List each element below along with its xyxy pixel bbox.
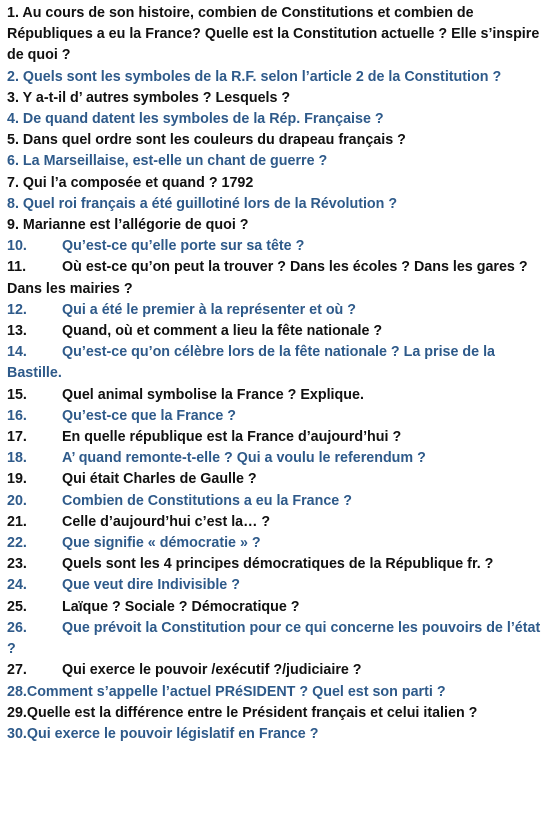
- question-text: Qu’est-ce qu’elle porte sur sa tête ?: [62, 238, 305, 255]
- question-item: [7, 385, 543, 406]
- question-text: Marianne est l’allégorie de quoi ?: [22, 217, 249, 234]
- question-number: 29.: [7, 704, 27, 721]
- question-number: 23.: [7, 556, 27, 573]
- question-text: Celle d’aujourd’hui c’est la… ?: [62, 513, 271, 530]
- question-item: [7, 406, 543, 427]
- question-number: 1.: [7, 5, 19, 21]
- question-item: [7, 597, 543, 618]
- question-number: 7.: [7, 174, 19, 191]
- question-number: 21.: [7, 513, 27, 530]
- question-text: Quel roi français a été guillotiné lors de la Révolution ?: [22, 195, 398, 212]
- question-item: [7, 448, 543, 469]
- question-text: Laïque ? Sociale ? Démocratique ?: [62, 598, 300, 615]
- question-item: [7, 554, 543, 575]
- question-text: Où est-ce qu’on peut la trouver ? Dans les écoles ? Dans les gares ? Dans les mairies ?: [7, 259, 528, 297]
- question-item: [7, 618, 543, 660]
- question-item: [7, 151, 543, 172]
- question-text: Qui l’a composée et quand ? 1792: [22, 174, 254, 191]
- question-item: [7, 491, 543, 512]
- question-item: [7, 67, 543, 88]
- question-text: Quel animal symbolise la France ? Explique.: [62, 386, 364, 403]
- question-text: Que prévoit la Constitution pour ce qui concerne les pouvoirs de l’état ?: [7, 619, 541, 658]
- question-item: [7, 109, 543, 130]
- question-number: 16.: [7, 407, 27, 424]
- question-text: Comment s’appelle l’actuel PRéSIDENT ? Quel est son parti ?: [26, 683, 446, 700]
- question-item: [7, 682, 543, 703]
- question-number: 10.: [7, 238, 27, 255]
- question-text: Qui exerce le pouvoir /exécutif ?/judiciaire ?: [62, 662, 362, 679]
- question-number: 25.: [7, 598, 27, 615]
- question-item: [7, 427, 543, 448]
- question-number: 18.: [7, 450, 27, 467]
- question-number: 17.: [7, 429, 27, 446]
- question-text: Au cours de son histoire, combien de Constitutions et combien de Républiques a eu la France? Quelle est la Constitution actuelle ? Elle s’inspire de quoi ?: [7, 5, 540, 64]
- question-text: A’ quand remonte-t-elle ? Qui a voulu le referendum ?: [62, 450, 426, 467]
- question-number: 20.: [7, 492, 27, 509]
- question-item: [7, 575, 543, 596]
- question-number: 6.: [7, 153, 19, 170]
- question-number: 15.: [7, 386, 27, 403]
- question-number: 11.: [7, 259, 27, 276]
- question-number: 5.: [7, 132, 19, 149]
- question-number: 14.: [7, 344, 27, 361]
- question-text: Qui exerce le pouvoir législatif en France ?: [26, 725, 319, 742]
- question-number: 2.: [7, 68, 19, 85]
- question-item: [7, 300, 543, 321]
- question-number: 8.: [7, 195, 19, 212]
- question-text: De quand datent les symboles de la Rép. Française ?: [22, 111, 384, 128]
- question-number: 3.: [7, 89, 19, 106]
- question-number: 4.: [7, 111, 19, 128]
- question-number: 24.: [7, 577, 27, 594]
- question-text: Qu’est-ce que la France ?: [62, 407, 236, 424]
- question-text: La Marseillaise, est-elle un chant de guerre ?: [22, 153, 328, 170]
- question-text: Que veut dire Indivisible ?: [62, 577, 240, 594]
- question-item: [7, 724, 543, 745]
- question-item: [7, 703, 543, 724]
- question-number: 19.: [7, 471, 27, 488]
- question-number: 26.: [7, 619, 27, 636]
- question-text: Qu’est-ce qu’on célèbre lors de la fête nationale ? La prise de la Bastille.: [7, 344, 496, 382]
- question-text: Quels sont les symboles de la R.F. selon l’article 2 de la Constitution ?: [22, 68, 502, 85]
- question-item: [7, 173, 543, 194]
- question-text: Quand, où et comment a lieu la fête nationale ?: [62, 323, 383, 340]
- question-item: [7, 3, 543, 67]
- question-item: [7, 194, 543, 215]
- question-item: [7, 215, 543, 236]
- question-item: [7, 257, 543, 299]
- question-number: 30.: [7, 725, 27, 742]
- question-item: [7, 512, 543, 533]
- question-number: 12.: [7, 301, 27, 318]
- question-text: Qui a été le premier à la représenter et où ?: [62, 301, 356, 318]
- question-item: [7, 660, 543, 681]
- question-text: Dans quel ordre sont les couleurs du drapeau français ?: [22, 132, 406, 149]
- question-item: [7, 130, 543, 151]
- question-number: 28.: [7, 683, 27, 700]
- question-text: Quels sont les 4 principes démocratiques de la République fr. ?: [62, 556, 494, 573]
- question-text: En quelle république est la France d’aujourd’hui ?: [62, 429, 402, 446]
- question-item: [7, 236, 543, 257]
- question-item: [7, 321, 543, 342]
- question-item: [7, 88, 543, 109]
- question-text: Combien de Constitutions a eu la France ?: [62, 492, 352, 509]
- question-text: Que signifie « démocratie » ?: [62, 535, 261, 552]
- question-text: Y a-t-il d’ autres symboles ? Lesquels ?: [22, 89, 291, 106]
- question-item: [7, 469, 543, 490]
- question-number: 27.: [7, 662, 27, 679]
- question-number: 13.: [7, 323, 27, 340]
- question-item: [7, 342, 543, 384]
- question-item: [7, 533, 543, 554]
- question-text: Quelle est la différence entre le Président français et celui italien ?: [26, 704, 478, 721]
- question-number: 22.: [7, 535, 27, 552]
- question-number: 9.: [7, 217, 19, 234]
- question-text: Qui était Charles de Gaulle ?: [62, 471, 257, 488]
